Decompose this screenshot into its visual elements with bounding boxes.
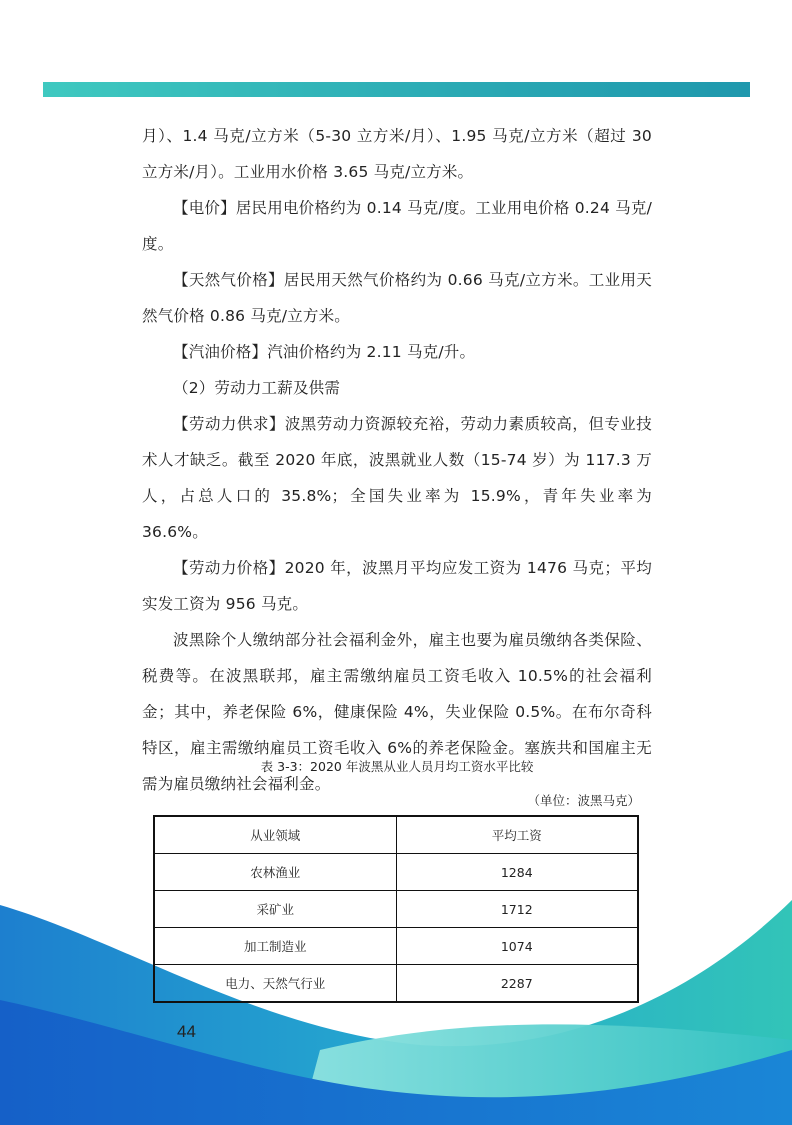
paragraph-text: 波黑除个人缴纳部分社会福利金外，雇主也要为雇员缴纳各类保险、税费等。在波黑联邦，雇主需缴纳雇员工资毛收入 10.5%的社会福利金；其中，养老保险 6%，健康保险 4%，失业保险 0.5%。在布尔奇科特区，雇主需缴纳雇员工资毛收入 6%的养老保险金。塞族共和国雇主无需为雇员缴纳社会福利金。: [142, 631, 652, 793]
table-cell-wage: 1712: [396, 891, 638, 928]
paragraph-text: 月）、1.4 马克/立方米（5-30 立方米/月）、1.95 马克/立方米（超过 30 立方米/月）。工业用水价格 3.65 马克/立方米。: [142, 127, 652, 181]
paragraph-text: （2）劳动力工薪及供需: [173, 379, 341, 397]
paragraph-electricity: [142, 190, 652, 262]
table-header-row: [154, 816, 638, 854]
table-cell-sector: 电力、天然气行业: [154, 965, 396, 1003]
paragraph-label: 【天然气价格】: [173, 271, 284, 289]
paragraph-label: 【汽油价格】: [173, 343, 268, 361]
paragraph-text: 2020 年，波黑月平均应发工资为 1476 马克；平均实发工资为 956 马克。: [142, 559, 652, 613]
body-text: [142, 118, 652, 802]
table-row: [154, 928, 638, 965]
table-cell-sector: 农林渔业: [154, 854, 396, 891]
table-row: [154, 891, 638, 928]
header-band: [43, 82, 750, 97]
paragraph-gas: [142, 262, 652, 334]
table-caption: 表 3-3：2020 年波黑从业人员月均工资水平比较: [260, 759, 534, 774]
paragraph-labor-price: [142, 550, 652, 622]
table-cell-sector: 采矿业: [154, 891, 396, 928]
paragraph-label: 【劳动力供求】: [173, 415, 285, 433]
paragraph-label: 【电价】: [173, 199, 236, 217]
table-cell-sector: 加工制造业: [154, 928, 396, 965]
section-heading: [142, 370, 652, 406]
table-cell-wage: 1074: [396, 928, 638, 965]
table-unit: （单位：波黑马克）: [527, 793, 640, 808]
column-header-wage: 平均工资: [396, 816, 638, 854]
paragraph-label: 【劳动力价格】: [173, 559, 285, 577]
paragraph-text: 波黑劳动力资源较充裕，劳动力素质较高，但专业技术人才缺乏。截至 2020 年底，波黑就业人数（15-74 岁）为 117.3 万人，占总人口的 35.8%；全国失业率为 15.9%，青年失业率为 36.6%。: [142, 415, 652, 541]
paragraph-water-price: [142, 118, 652, 190]
table-row: [154, 965, 638, 1003]
paragraph-petrol: [142, 334, 652, 370]
column-header-sector: 从业领域: [154, 816, 396, 854]
page-number: 44: [177, 1022, 196, 1041]
table-cell-wage: 1284: [396, 854, 638, 891]
paragraph-text: 居民用天然气价格约为 0.66 马克/立方米。工业用天然气价格 0.86 马克/立方米。: [142, 271, 652, 325]
paragraph-text: 居民用电价格约为 0.14 马克/度。工业用电价格 0.24 马克/度。: [142, 199, 652, 253]
wage-table: [153, 815, 639, 1003]
table-cell-wage: 2287: [396, 965, 638, 1003]
table-row: [154, 854, 638, 891]
paragraph-text: 汽油价格约为 2.11 马克/升。: [267, 343, 476, 361]
paragraph-labor-supply: [142, 406, 652, 550]
